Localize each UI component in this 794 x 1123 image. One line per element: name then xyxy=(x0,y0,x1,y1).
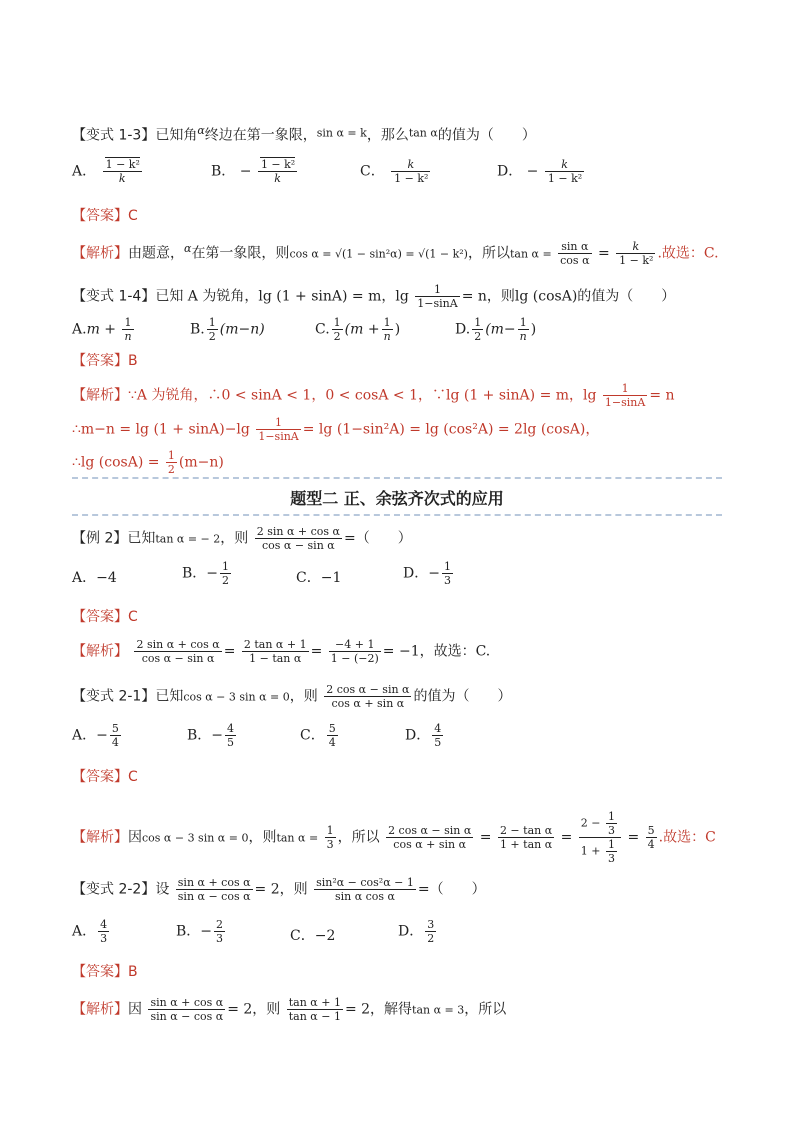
option-frac: $\frac{1}{n}$ xyxy=(383,316,391,343)
solution-tag: 【解析】 xyxy=(72,829,128,846)
q-frac: $\frac{\text{2 sin α + cos α}}{\text{cos α − sin α}}$ xyxy=(256,525,340,552)
q-frac: $\frac{\text{sin²α − cos²α − 1}}{\text{sin α cos α}}$ xyxy=(316,876,414,903)
q-text: =（ ） xyxy=(417,881,486,898)
q-frac: $\frac{\text{sin α + cos α}}{\text{sin α − cos α}}$ xyxy=(177,876,251,903)
q-cond: tan α = − 2 xyxy=(155,532,221,546)
sol-text: 在第一象限，则 xyxy=(191,245,290,262)
sol-text: ∴lg (cosA) = xyxy=(72,454,160,471)
option-val: (m− xyxy=(485,321,516,338)
question-tag: 【变式 2-1】 xyxy=(72,688,156,705)
option-label: B．− xyxy=(187,727,224,744)
option-label: A. xyxy=(72,321,87,338)
option-val: (m + xyxy=(344,321,380,338)
sol-text: 因 xyxy=(128,829,142,846)
option-d xyxy=(398,918,438,945)
option-label: B． xyxy=(211,163,236,180)
option-a xyxy=(72,918,111,945)
option-d: D． − $\frac{k}{\text{1 − k²}}$ xyxy=(497,158,583,185)
option-d: D. $\frac{1}{2}$ (m− $\frac{1}{n}$ ) xyxy=(455,316,537,343)
option-c xyxy=(300,722,340,749)
option-frac: $\frac{1}{2}$ xyxy=(333,316,341,343)
option-b xyxy=(176,918,227,945)
option-label: A．−4 xyxy=(72,570,117,586)
q-tan: tan α xyxy=(408,126,438,140)
q-frac: $\frac{\text{2 cos α − sin α}}{\text{cos α + sin α}}$ xyxy=(326,683,410,710)
sol-text: = n xyxy=(649,387,675,404)
solution-1-4-line3 xyxy=(72,449,224,476)
answer-tag: 【答案】 xyxy=(72,208,128,224)
sol-frac: $\frac{1}{1-\sin A}$ xyxy=(258,416,299,443)
option-b xyxy=(182,560,233,587)
question-tag: 【变式 2-2】 xyxy=(72,881,156,898)
question-tag: 【变式 1-3】 xyxy=(72,127,156,144)
option-frac: $\frac{4}{5}$ xyxy=(434,722,442,749)
q-text: ，那么 xyxy=(366,127,409,144)
option-val: (m−n) xyxy=(219,321,265,338)
solution-tag: 【解析】 xyxy=(72,245,128,262)
option-c-frac: $\frac{k}{\text{1 − k²}}$ xyxy=(391,158,430,185)
answer-value: B xyxy=(128,964,138,980)
sol-text: ，所以 xyxy=(464,1001,507,1018)
option-label: C． xyxy=(300,727,325,744)
q-text: 已知 xyxy=(127,530,156,547)
q-text: = 2，则 xyxy=(254,881,308,898)
solution-tag: 【解析】 xyxy=(72,643,128,660)
option-label: B．− xyxy=(176,923,213,940)
question-2-2 xyxy=(72,876,486,903)
sol-cos: cos α = √(1 − sin²α) = √(1 − k²) xyxy=(289,247,468,261)
sol-conclusion: .故选：C xyxy=(658,829,716,846)
option-frac: $\frac{1}{2}$ xyxy=(222,560,230,587)
option-b xyxy=(190,316,265,343)
answer-value: B xyxy=(128,353,138,369)
option-a xyxy=(72,722,123,749)
sol-text: = lg (1−sin²A) = lg (cos²A) = 2lg (cosA)， xyxy=(302,421,600,438)
answer-1-3 xyxy=(72,205,138,225)
sol-frac: $\frac{5}{4}$ xyxy=(647,824,655,851)
sol-text: 由题意， xyxy=(128,245,184,262)
option-label: A．− xyxy=(72,727,108,744)
option-b: B． − $\frac{\text{1 − k²}}{k}$ xyxy=(211,158,296,185)
option-label: D．− xyxy=(403,565,440,582)
sol-frac: $\frac{-4 + 1}{1 - (-2)}$ xyxy=(330,638,379,665)
q-text: 终边在第一象限， xyxy=(204,127,317,144)
option-frac: $\frac{1}{2}$ xyxy=(208,316,216,343)
solution-tag: 【解析】 xyxy=(72,387,128,404)
sol-frac: $\frac{\text{tan α + 1}}{\text{tan α − 1}}$ xyxy=(288,996,341,1023)
sol-frac-k: $\frac{k}{\text{1 − k²}}$ xyxy=(616,240,655,267)
option-frac: $\frac{5}{4}$ xyxy=(328,722,336,749)
example-2 xyxy=(72,525,412,552)
option-label: C．−1 xyxy=(296,570,342,586)
q-text: = n，则lg (cosA)的值为（ ） xyxy=(461,288,676,305)
solution-1-3: 【解析】由题意，$^\alpha$在第一象限，则cos α = √(1 − sin²α) = √(1 − k²)，所以tan α = $\frac{\text{sin α}}{\text{cos α}}$ = $\frac{k}{\text{1 − k²}}$ .故选：C. xyxy=(72,240,719,267)
section-divider-top xyxy=(72,477,722,479)
option-label: D. xyxy=(455,321,471,338)
option-a xyxy=(72,158,144,185)
sol-frac: $\frac{1}{3}$ xyxy=(326,824,334,851)
solution-tag: 【解析】 xyxy=(72,1001,128,1018)
option-c: C. $\frac{1}{2}$ (m + $\frac{1}{n}$ ) xyxy=(315,316,401,343)
sol-frac: $\frac{\text{sin α + cos α}}{\text{sin α − cos α}}$ xyxy=(150,996,224,1023)
option-frac: $\frac{4}{5}$ xyxy=(227,722,235,749)
option-frac: $\frac{1}{n}$ xyxy=(519,316,527,343)
q-text: 的值为（ ） xyxy=(413,688,512,705)
answer-1-4 xyxy=(72,350,138,370)
q-text: 设 xyxy=(155,881,170,898)
q-text: 已知角 xyxy=(155,127,198,144)
sol-text: ，所以 xyxy=(337,829,380,846)
question-1-4 xyxy=(72,283,675,310)
sol-text: = −1，故选：C. xyxy=(382,643,491,660)
sol-text: ∵A 为锐角，∴0 < sinA < 1，0 < cosA < 1，∵lg (1 + sinA) = m，lg xyxy=(128,387,597,404)
q-cond: sin α = k xyxy=(316,126,367,140)
question-tag: 【变式 1-4】 xyxy=(72,288,156,305)
solution-2-1: 【解析】因cos α − 3 sin α = 0，则tan α = $\frac{1}{3}$ ，所以 $\frac{\text{2 cos α − sin α}}{\text{cos α + sin α}}$ = $\frac{\text{2 − tan α}}{\text{1 + tan α}}$ = 2 − $\frac{1}{3}$ 1 + $\frac{1}{3}$ = $\frac{5}{4}$ .故选：C xyxy=(72,810,716,865)
answer-value: C xyxy=(128,769,138,785)
option-c xyxy=(360,158,432,185)
option-a xyxy=(72,316,136,343)
sol-frac: $\frac{\text{2 − tan α}}{\text{1 + tan α}}$ xyxy=(499,824,553,851)
sol-frac-compound: 2 − $\frac{1}{3}$ 1 + $\frac{1}{3}$ xyxy=(579,810,621,865)
solution-1-4-line1 xyxy=(72,382,675,409)
sol-text: ，则 xyxy=(248,829,277,846)
answer-tag: 【答案】 xyxy=(72,964,128,980)
question-1-3 xyxy=(72,124,536,145)
option-b-frac: $\frac{\text{1 − k²}}{k}$ xyxy=(258,158,297,185)
option-label: A． xyxy=(72,163,97,180)
sol-text: = 2，则 xyxy=(227,1001,281,1018)
sol-frac: $\frac{\text{2 cos α − sin α}}{\text{cos α + sin α}}$ xyxy=(388,824,472,851)
option-a xyxy=(72,567,117,587)
option-d-frac: $\frac{k}{\text{1 − k²}}$ xyxy=(545,158,584,185)
q-text: ，则 xyxy=(289,688,318,705)
q-text: ，则 xyxy=(220,530,249,547)
sol-text: ∴m−n = lg (1 + sinA)−lg xyxy=(72,421,250,438)
option-label: C. xyxy=(315,321,330,338)
sol-tan: tan α = xyxy=(509,247,552,261)
answer-tag: 【答案】 xyxy=(72,609,128,625)
option-frac: $\frac{1}{3}$ xyxy=(443,560,451,587)
option-d xyxy=(403,560,455,587)
option-frac: $\frac{2}{3}$ xyxy=(216,918,224,945)
sol-frac: $\frac{1}{2}$ xyxy=(167,449,175,476)
question-tag: 【例 2】 xyxy=(72,530,128,547)
option-frac: $\frac{1}{2}$ xyxy=(474,316,482,343)
sol-frac: $\frac{\text{2 tan α + 1}}{\text{1 − tan α}}$ xyxy=(243,638,307,665)
option-frac: $\frac{3}{2}$ xyxy=(427,918,435,945)
sol-tan: tan α = 3 xyxy=(412,1003,465,1017)
sol-text: = 2，解得 xyxy=(344,1001,413,1018)
answer-example-2 xyxy=(72,606,138,626)
option-frac: $\frac{5}{4}$ xyxy=(111,722,119,749)
option-a-frac: $\frac{\text{1 − k²}}{k}$ xyxy=(103,158,142,185)
sol-frac: $\frac{\text{2 sin α + cos α}}{\text{cos α − sin α}}$ xyxy=(136,638,220,665)
q-alpha: α xyxy=(197,124,205,137)
sol-text: 因 xyxy=(128,1001,142,1018)
option-label: A． xyxy=(72,923,97,940)
sol-tan: tan α = xyxy=(276,831,319,845)
sol-text: ，所以 xyxy=(467,245,510,262)
sol-text: (m−n) xyxy=(178,454,224,471)
option-label: C． xyxy=(360,163,385,180)
question-2-1 xyxy=(72,683,511,710)
option-label: C．−2 xyxy=(290,928,336,944)
sol-conclusion: .故选：C. xyxy=(657,245,719,262)
answer-value: C xyxy=(128,609,138,625)
option-label: B. xyxy=(190,321,205,338)
option-c xyxy=(290,925,335,945)
answer-tag: 【答案】 xyxy=(72,353,128,369)
sol-frac: $\frac{1}{1-\sin A}$ xyxy=(604,382,646,409)
q-text: 已知 A 为锐角，lg (1 + sinA) = m，lg xyxy=(155,288,409,305)
answer-2-1 xyxy=(72,766,138,786)
option-c xyxy=(296,567,341,587)
sol-text: = xyxy=(223,643,236,660)
q-frac: $\frac{1}{1-\sin A}$ xyxy=(417,283,458,310)
section-title: 题型二 正、余弦齐次式的应用 xyxy=(290,489,504,508)
answer-2-2 xyxy=(72,961,138,981)
solution-example-2 xyxy=(72,638,490,665)
solution-2-2 xyxy=(72,996,506,1023)
option-val: m + xyxy=(86,321,117,338)
option-label: D． xyxy=(398,923,424,940)
section-divider-bottom xyxy=(72,514,722,516)
solution-1-4-line2 xyxy=(72,416,599,443)
q-text: =（ ） xyxy=(343,530,412,547)
option-label: D． xyxy=(405,727,431,744)
sol-alpha: α xyxy=(184,241,192,255)
q-text: 已知 xyxy=(155,688,184,705)
q-text: 的值为（ ） xyxy=(437,127,536,144)
sol-text: = xyxy=(310,643,323,660)
sol-cond: cos α − 3 sin α = 0 xyxy=(142,831,249,845)
q-cond: cos α − 3 sin α = 0 xyxy=(183,690,290,704)
option-b xyxy=(187,722,238,749)
option-frac: $\frac{1}{n}$ xyxy=(124,316,132,343)
answer-tag: 【答案】 xyxy=(72,769,128,785)
option-d xyxy=(405,722,445,749)
option-frac: $\frac{4}{3}$ xyxy=(100,918,108,945)
option-label: B．− xyxy=(182,565,219,582)
sol-frac-sin-cos: $\frac{\text{sin α}}{\text{cos α}}$ xyxy=(560,240,590,267)
option-label: D． xyxy=(497,163,523,180)
answer-value: C xyxy=(128,208,138,224)
